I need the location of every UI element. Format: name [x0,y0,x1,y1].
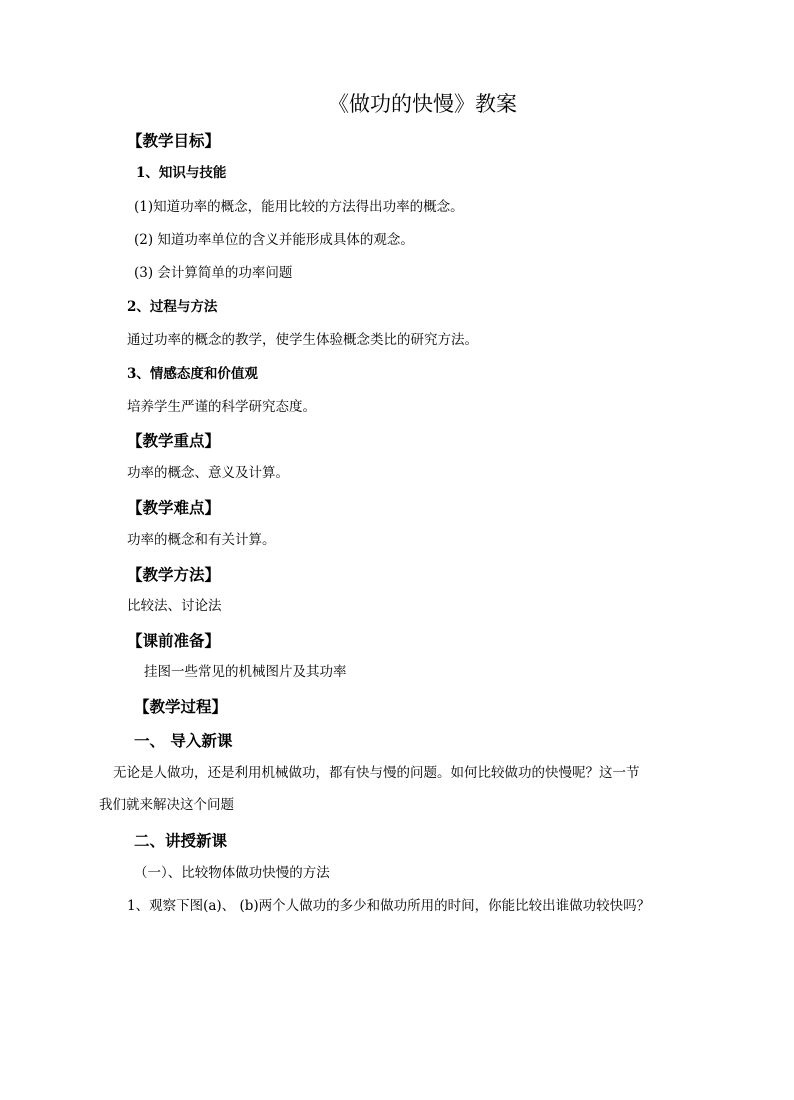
document-title: 《做功的快慢》教案 [328,92,517,116]
difficulties-text: 功率的概念和有关计算。 [127,532,276,548]
difficulties-heading: 【教学难点】 [127,498,221,517]
knowledge-heading: 1、知识与技能 [136,165,227,181]
process-method-heading: 2、过程与方法 [127,299,218,315]
new-lesson-heading: 二、讲授新课 [134,831,228,850]
knowledge-item-3: (3) 会计算简单的功率问题 [134,265,293,281]
question-1: 1、观察下图(a)、 (b)两个人做功的多少和做功所用的时间，你能比较出谁做功较快吗？ [127,898,651,914]
teaching-process-heading: 【教学过程】 [134,697,228,716]
attitude-heading: 3、情感态度和价值观 [127,366,258,382]
intro-paragraph-line-1: 无论是人做功，还是利用机械做功，都有快与慢的问题。如何比较做功的快慢呢？这一节 [113,765,640,781]
knowledge-item-1: (1)知道功率的概念，能用比较的方法得出功率的概念。 [134,199,464,215]
compare-methods-subheading: （一）、比较物体做功快慢的方法 [134,865,330,881]
methods-text: 比较法、讨论法 [127,598,222,614]
methods-heading: 【教学方法】 [127,565,221,584]
preparation-text: 挂图一些常见的机械图片及其功率 [144,664,347,680]
intro-paragraph-line-2: 我们就来解决这个问题 [99,797,234,813]
attitude-text: 培养学生严谨的科学研究态度。 [127,399,316,415]
objectives-heading: 【教学目标】 [127,131,221,150]
key-points-text: 功率的概念、意义及计算。 [127,465,289,481]
preparation-heading: 【课前准备】 [127,631,221,650]
key-points-heading: 【教学重点】 [127,431,221,450]
process-method-text: 通过功率的概念的教学，使学生体验概念类比的研究方法。 [127,332,478,348]
intro-heading: 一、 导入新课 [134,731,233,750]
knowledge-item-2: (2) 知道功率单位的含义并能形成具体的观念。 [134,232,414,248]
